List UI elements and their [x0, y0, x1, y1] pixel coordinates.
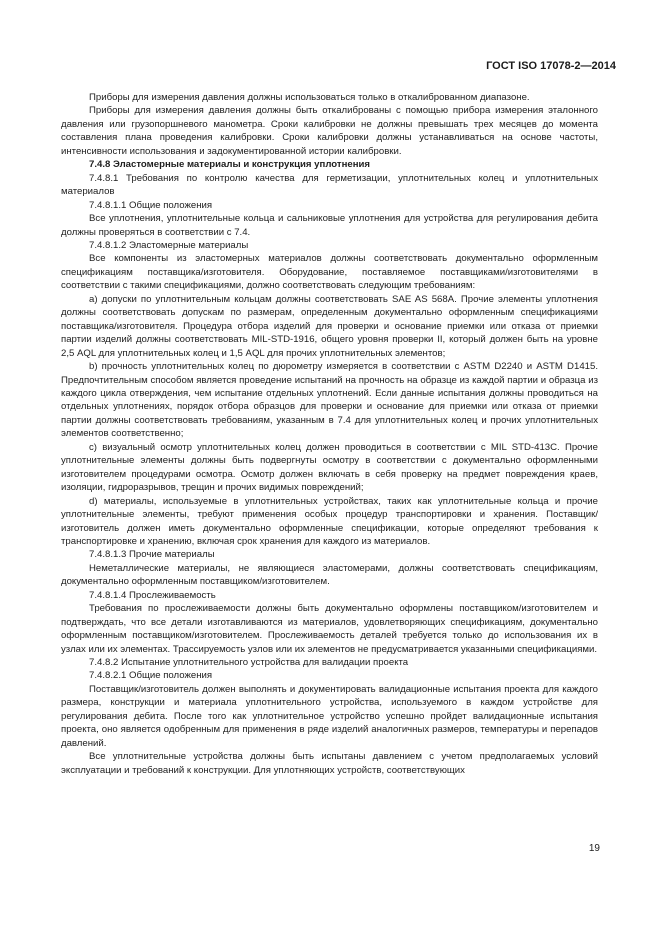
paragraph: 7.4.8.2.1 Общие положения [89, 670, 213, 682]
paragraph: Все уплотнения, уплотнительные кольца и сальниковые уплотнения для устройства для регулирования дебита должны проверяться в соответствии с 7.4. [61, 213, 598, 238]
paragraph: 7.4.8.1.3 Прочие материалы [89, 549, 215, 561]
paragraph: c) визуальный осмотр уплотнительных колец должен проводиться в соответствии с MIL STD-413C. Прочие уплотнительные элементы должны быть подвергнуты осмотру в соответствии с документально оформленными изготовителем процедурами осмотра. Осмотр должен включать в себя проверку на предмет повреждения краев, изоляции, гидроразрывов, трещин и прочих видимых повреждений; [61, 441, 598, 494]
page-number: 19 [588, 843, 600, 854]
paragraph: Все компоненты из эластомерных материалов должны соответствовать документально оформленным спецификациям поставщика/изготовителя. Оборудование, поставляемое поставщиками/изготовителями в соответствии с такими спецификациями, должно соответствовать следующим требованиям: [61, 253, 598, 292]
standard-designation: ГОСТ ISO 17078-2—2014 [486, 60, 616, 72]
paragraph: Поставщик/изготовитель должен выполнять и документировать валидационные испытания проекта для каждого размера, конструкции и материала уплотнительного устройства, используемого в каждом устройстве для регулирования дебита. После того как уплотнительное устройство успешно пройдет валидационные испытания проекта, оно является одобренным для применения в ряде изделий аналогичных размеров, температуры и перепадов давлений. [61, 683, 598, 749]
paragraph: 7.4.8.1.1 Общие положения [89, 199, 213, 211]
paragraph: Все уплотнительные устройства должны быть испытаны давлением с учетом предполагаемых условий эксплуатации и требований к конструкции. Для уплотняющих устройств, соответствующих [61, 751, 598, 776]
paragraph: 7.4.8.1.4 Прослеживаемость [89, 589, 216, 601]
section-heading: 7.4.8 Эластомерные материалы и конструкция уплотнения [89, 159, 371, 171]
paragraph: Приборы для измерения давления должны быть откалиброваны с помощью прибора измерения эталонного давления или грузопоршневого манометра. Сроки калибровки не должны превышать трех месяцев до момента составления плана проведения калибровки. Сроки калибровки должны устанавливаться на основе частоты, интенсивности использования и задокументированной истории калибровки. [61, 105, 598, 157]
paragraph: 7.4.8.1.2 Эластомерные материалы [89, 239, 249, 251]
paragraph: b) прочность уплотнительных колец по дюрометру измеряется в соответствии с ASTM D2240 и ASTM D1415. Предпочтительным способом является проведение испытаний на прочность на образце из каждой партии и образца из каждого цикла отверждения, чем испытание отдельных уплотнений. Если данные испытания должны проводиться на отдельных уплотнениях, порядок отбора образцов для проверки и основание для приемки или отказа от приемки партии должны соответствовать требованиям, указанным в 7.4 для уплотнительных колец и прочих уплотнительных элементов соответственно; [61, 361, 598, 440]
paragraph: Приборы для измерения давления должны использоваться только в откалиброванном диапазоне. [89, 92, 530, 103]
paragraph: 7.4.8.2 Испытание уплотнительного устройства для валидации проекта [89, 657, 409, 669]
document-body [61, 91, 598, 777]
paragraph: 7.4.8.1 Требования по контролю качества для герметизации, уплотнительных колец и уплотнительных материалов [61, 172, 598, 198]
paragraph: Неметаллические материалы, не являющиеся эластомерами, должны соответствовать спецификациям, документально оформленным поставщиком/изготовителем. [61, 562, 598, 588]
paragraph: d) материалы, используемые в уплотнительных устройствах, таких как уплотнительные кольца и прочие уплотнительные элементы, требуют применения особых процедур транспортировки и хранения. Поставщик/изготовитель должен иметь документально оформленные спецификации, которые определяют требования к транспортировке и хранению, включая срок хранения для каждого из материалов. [61, 495, 598, 547]
paragraph: Требования по прослеживаемости должны быть документально оформлены поставщиком/изготовителем и подтверждать, что все детали изготавливаются из материалов, удовлетворяющих спецификациям, документально оформленным поставщиком/изготовителем. Прослеживаемость деталей требуется только до использования их в узлах или их элементах. Трассируемость узлов или их элементов не предусматривается указанными спецификациями. [61, 603, 598, 655]
paragraph: a) допуски по уплотнительным кольцам должны соответствовать SAE AS 568A. Прочие элементы уплотнения должны соответствовать допускам по размерам, определенным документально оформленным спецификациями поставщика/изготовителя. Процедура отбора изделий для проверки и основание приемки или отказа от приемки партии изделий должны соответствовать MIL-STD-1916, общего уровня проверки II, который должен быть на уровне 2,5 AQL для уплотнительных колец и 1,5 AQL для прочих уплотнительных элементов; [61, 293, 598, 359]
